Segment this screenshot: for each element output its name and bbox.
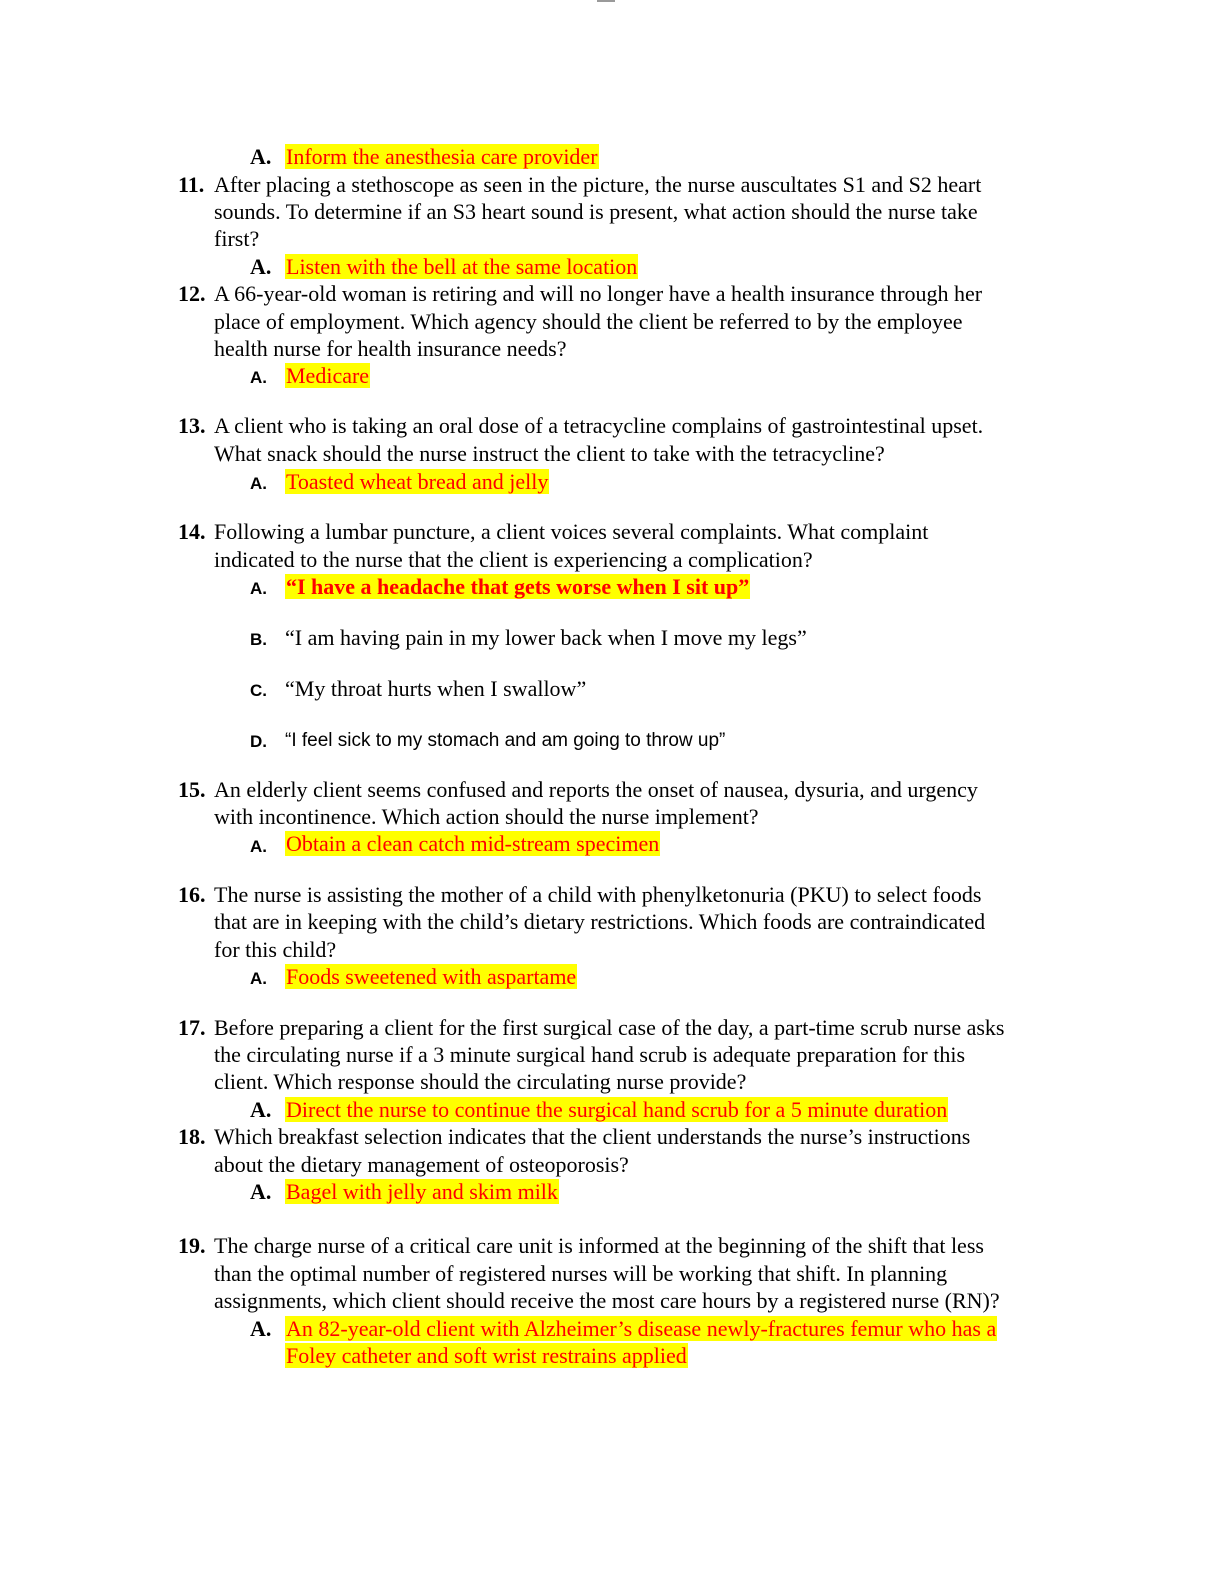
question-line: about the dietary management of osteoporosis? [214, 1152, 629, 1177]
question-line: Which breakfast selection indicates that the client understands the nurse’s instructions [214, 1124, 971, 1149]
answer-text: Foley catheter and soft wrist restrains applied [286, 1343, 687, 1368]
page-header-mark [597, 0, 615, 2]
question-line: health nurse for health insurance needs? [214, 336, 567, 361]
question-line: What snack should the nurse instruct the client to take with the tetracycline? [214, 441, 885, 466]
question-line: with incontinence. Which action should the nurse implement? [214, 804, 759, 829]
question-number: 13. [178, 413, 206, 438]
answer-text: Foods sweetened with aspartame [286, 964, 577, 989]
question-number: 11. [178, 172, 205, 197]
option-letter: D. [250, 732, 267, 751]
question-line: assignments, which client should receive the most care hours by a registered nurse (RN)? [214, 1288, 1000, 1313]
answer-letter: A. [250, 1179, 272, 1204]
answer-letter: A. [250, 368, 267, 387]
question-number: 12. [178, 281, 206, 306]
question-line: Before preparing a client for the first surgical case of the day, a part-time scrub nurse asks [214, 1015, 1005, 1040]
option-letter: B. [250, 630, 267, 649]
answer-text: Toasted wheat bread and jelly [286, 469, 549, 494]
question-line: indicated to the nurse that the client is experiencing a complication? [214, 547, 813, 572]
question-number: 16. [178, 882, 206, 907]
question-number: 15. [178, 777, 206, 802]
question-line: sounds. To determine if an S3 heart sound is present, what action should the nurse take [214, 199, 978, 224]
question-number: 14. [178, 519, 206, 544]
question-line: A 66-year-old woman is retiring and will no longer have a health insurance through her [214, 281, 983, 306]
answer-text: An 82-year-old client with Alzheimer’s disease newly-fractures femur who has a [286, 1316, 997, 1341]
option-text: “I am having pain in my lower back when I move my legs” [285, 625, 807, 650]
answer-letter: A. [250, 474, 267, 493]
answer-text: Listen with the bell at the same location [286, 254, 638, 279]
question-line: The charge nurse of a critical care unit is informed at the beginning of the shift that less [214, 1233, 984, 1258]
question-number: 18. [178, 1124, 206, 1149]
answer-letter: A. [250, 1097, 272, 1122]
answer-text: Bagel with jelly and skim milk [286, 1179, 558, 1204]
answer-letter: A. [250, 144, 272, 169]
question-line: client. Which response should the circulating nurse provide? [214, 1069, 747, 1094]
option-text: “I feel sick to my stomach and am going to throw up” [285, 730, 726, 751]
question-line: that are in keeping with the child’s dietary restrictions. Which foods are contraindicated [214, 909, 986, 934]
answer-text: Direct the nurse to continue the surgical hand scrub for a 5 minute duration [286, 1097, 948, 1122]
option-text: “My throat hurts when I swallow” [285, 676, 587, 701]
question-number: 17. [178, 1015, 206, 1040]
answer-letter: A. [250, 969, 267, 988]
question-line: Following a lumbar puncture, a client voices several complaints. What complaint [214, 519, 929, 544]
question-line: than the optimal number of registered nurses will be working that shift. In planning [214, 1261, 948, 1286]
answer-letter: A. [250, 254, 272, 279]
question-line: The nurse is assisting the mother of a child with phenylketonuria (PKU) to select foods [214, 882, 982, 907]
question-line: After placing a stethoscope as seen in the picture, the nurse auscultates S1 and S2 heart [214, 172, 982, 197]
question-line: for this child? [214, 937, 337, 962]
question-line: the circulating nurse if a 3 minute surgical hand scrub is adequate preparation for this [214, 1042, 966, 1067]
answer-text: Obtain a clean catch mid-stream specimen [286, 831, 660, 856]
answer-letter: A. [250, 837, 267, 856]
answer-text: Inform the anesthesia care provider [286, 144, 598, 169]
answer-letter: A. [250, 579, 267, 598]
answer-letter: A. [250, 1316, 272, 1341]
question-line: An elderly client seems confused and reports the onset of nausea, dysuria, and urgency [214, 777, 978, 802]
answer-text: “I have a headache that gets worse when I sit up” [286, 574, 750, 599]
question-number: 19. [178, 1233, 206, 1258]
question-line: place of employment. Which agency should the client be referred to by the employee [214, 309, 963, 334]
question-line: first? [214, 226, 260, 251]
question-line: A client who is taking an oral dose of a tetracycline complains of gastrointestinal upset. [214, 413, 984, 438]
answer-text: Medicare [286, 363, 370, 388]
option-letter: C. [250, 681, 267, 700]
